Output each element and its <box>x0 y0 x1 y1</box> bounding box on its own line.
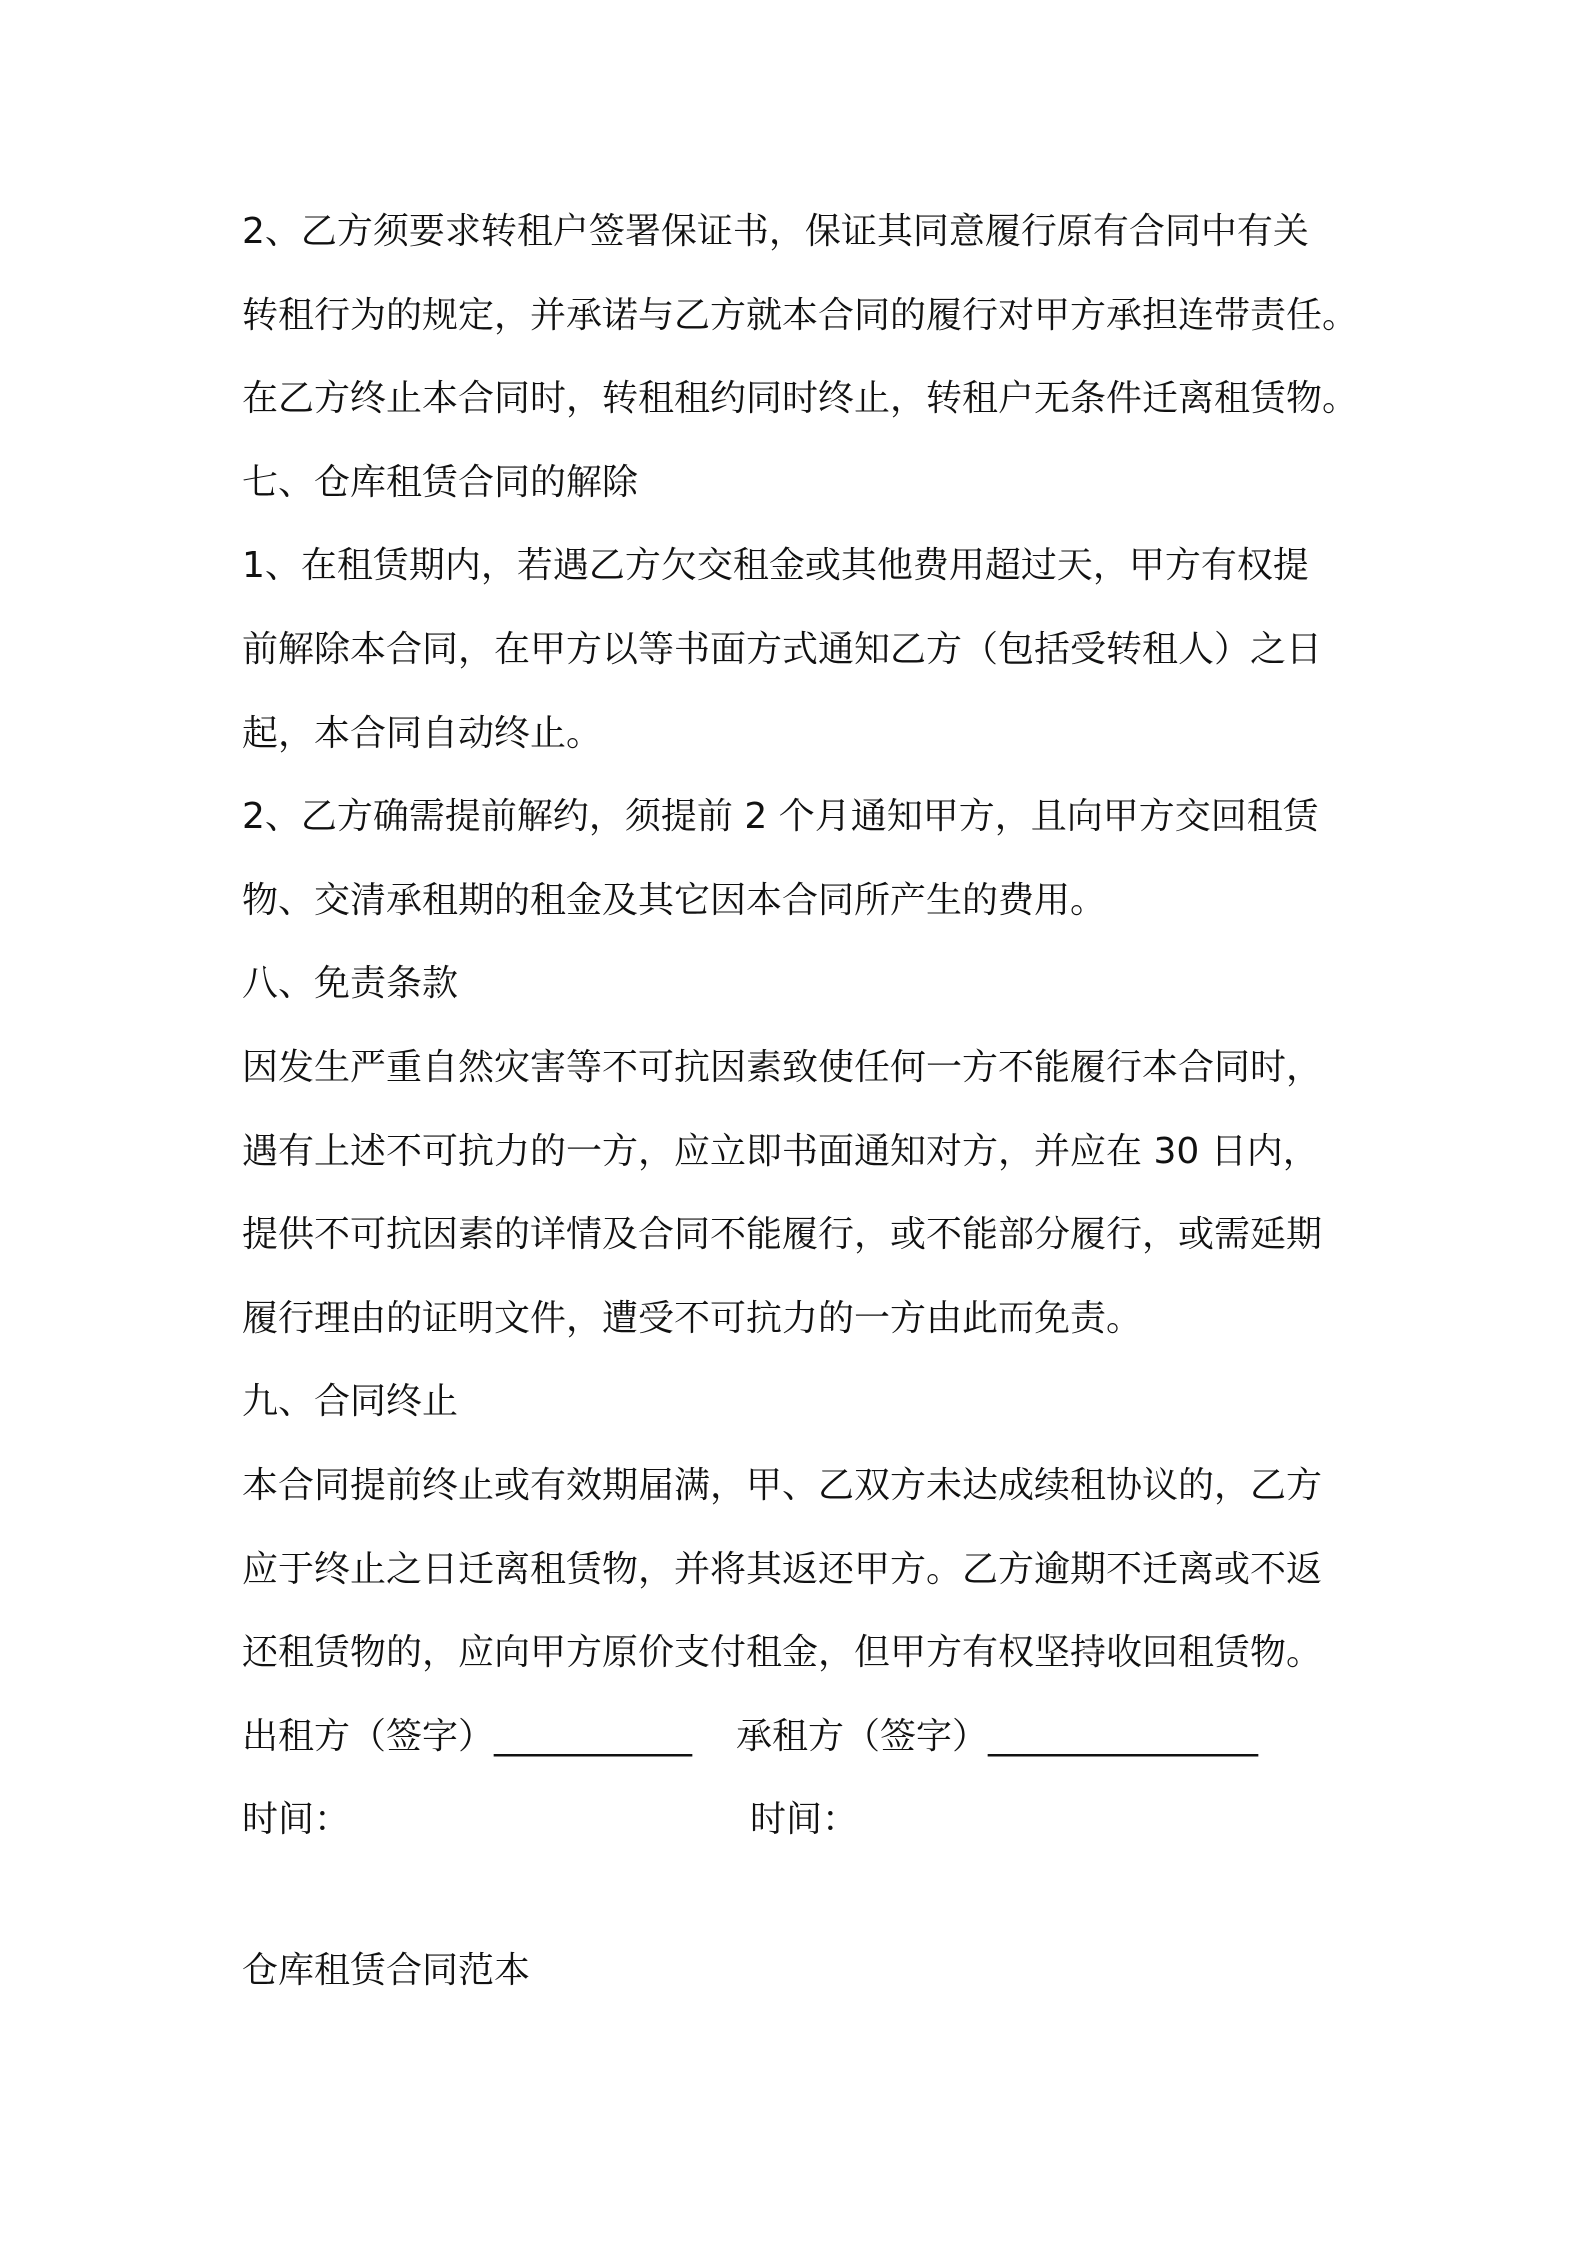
text-line: 本合同提前终止或有效期届满，甲、乙双方未达成续租协议的，乙方 <box>242 1465 1323 1506</box>
lessee-signature: 承租方（签字）_______________ <box>736 1716 1259 1757</box>
text-line: 2、乙方确需提前解约，须提前 2 个月通知甲方，且向甲方交回租赁 <box>242 796 1319 837</box>
text-line: 物、交清承租期的租金及其它因本合同所产生的费用。 <box>242 880 1107 921</box>
lessor-signature: 出租方（签字）___________ <box>242 1716 693 1757</box>
section-heading: 九、合同终止 <box>242 1381 459 1422</box>
text-line: 起，本合同自动终止。 <box>242 713 603 754</box>
text-line: 前解除本合同，在甲方以等书面方式通知乙方（包括受转租人）之日 <box>242 629 1323 670</box>
section-heading: 七、仓库租赁合同的解除 <box>242 462 639 503</box>
text-line: 还租赁物的，应向甲方原价支付租金，但甲方有权坚持收回租赁物。 <box>242 1632 1323 1673</box>
text-line: 在乙方终止本合同时，转租租约同时终止，转租户无条件迁离租赁物。 <box>242 378 1359 419</box>
text-line: 提供不可抗因素的详情及合同不能履行，或不能部分履行，或需延期 <box>242 1214 1323 1255</box>
text-line: 遇有上述不可抗力的一方，应立即书面通知对方，并应在 30 日内， <box>242 1131 1319 1172</box>
text-line: 履行理由的证明文件，遭受不可抗力的一方由此而免责。 <box>242 1298 1143 1339</box>
text-line: 2、乙方须要求转租户签署保证书，保证其同意履行原有合同中有关 <box>242 211 1309 252</box>
text-line: 因发生严重自然灾害等不可抗因素致使任何一方不能履行本合同时， <box>242 1047 1323 1088</box>
text-line: 1、在租赁期内，若遇乙方欠交租金或其他费用超过天，甲方有权提 <box>242 545 1309 586</box>
section-heading: 八、免责条款 <box>242 963 459 1004</box>
lessee-time: 时间： <box>750 1799 859 1840</box>
next-document-title: 仓库租赁合同范本 <box>242 1950 531 1991</box>
text-line: 转租行为的规定，并承诺与乙方就本合同的履行对甲方承担连带责任。 <box>242 295 1359 336</box>
lessor-time: 时间： <box>242 1799 351 1840</box>
text-line: 应于终止之日迁离租赁物，并将其返还甲方。乙方逾期不迁离或不返 <box>242 1549 1323 1590</box>
